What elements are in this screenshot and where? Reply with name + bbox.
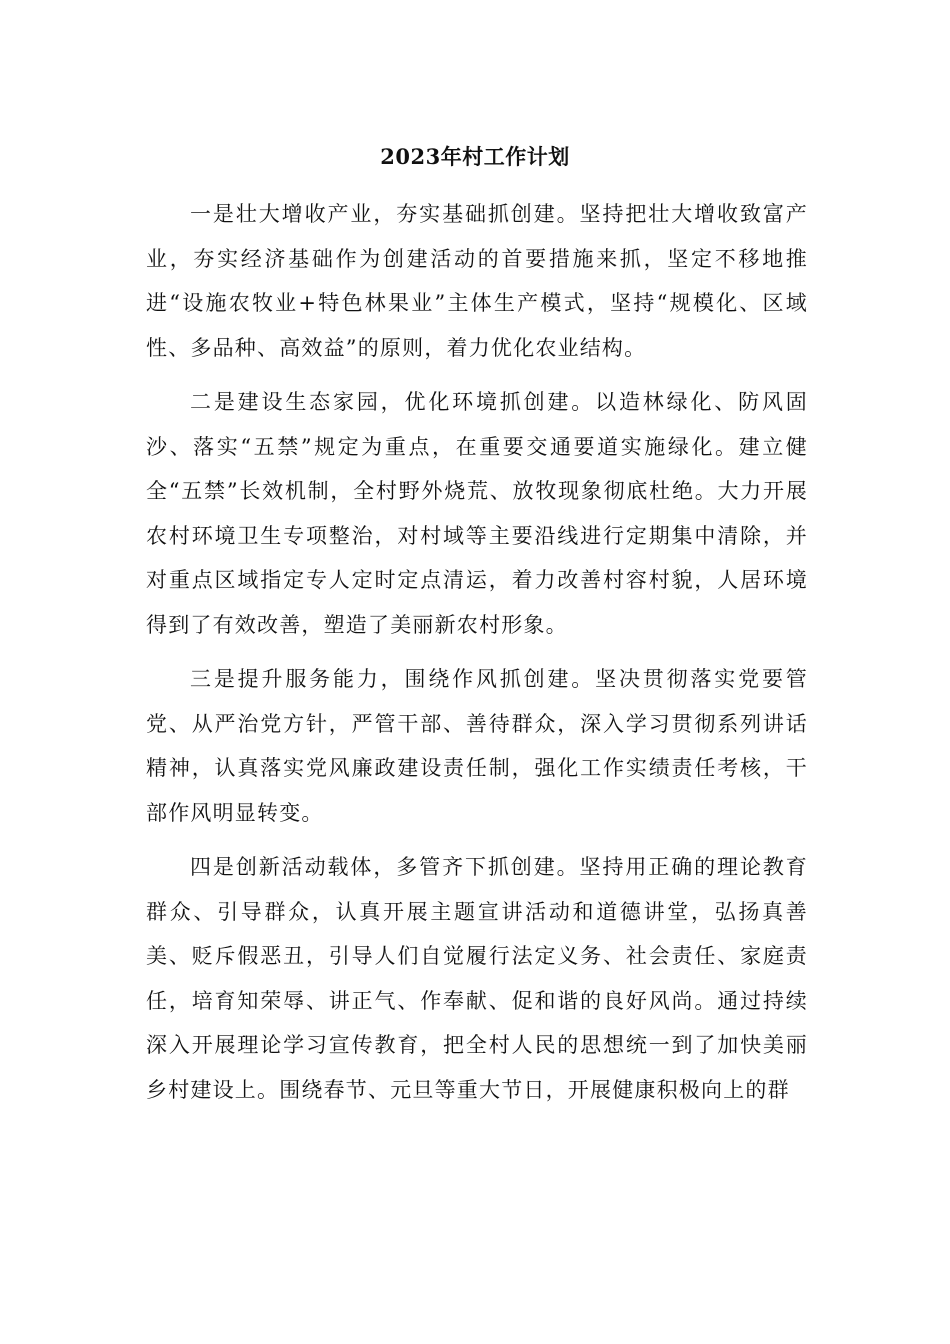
- paragraph-4: 四是创新活动载体，多管齐下抓创建。坚持用正确的理论教育群众、引导群众，认真开展主题宣讲活动和道德讲堂，弘扬真善美、贬斥假恶丑，引导人们自觉履行法定义务、社会责任、家庭责任，培育知荣辱、讲正气、作奉献、促和谐的良好风尚。通过持续深入开展理论学习宣传教育，把全村人民的思想统一到了加快美丽乡村建设上。围绕春节、元旦等重大节日，开展健康积极向上的群: [146, 855, 808, 1102]
- document-body: [146, 192, 808, 1122]
- paragraph-3: 三是提升服务能力，围绕作风抓创建。坚决贯彻落实党要管党、从严治党方针，严管干部、善待群众，深入学习贯彻系列讲话精神，认真落实党风廉政建设责任制，强化工作实绩责任考核，干部作风明显转变。: [146, 667, 808, 825]
- document-title: 2023年村工作计划: [380, 144, 570, 169]
- paragraph-2: 二是建设生态家园，优化环境抓创建。以造林绿化、防风固沙、落实“五禁”规定为重点，在重要交通要道实施绿化。建立健全“五禁”长效机制，全村野外烧荒、放牧现象彻底杜绝。大力开展农村环境卫生专项整治，对村域等主要沿线进行定期集中清除，并对重点区域指定专人定时定点清运，着力改善村容村貌，人居环境得到了有效改善，塑造了美丽新农村形象。: [146, 390, 808, 637]
- paragraph-1: 一是壮大增收产业，夯实基础抓创建。坚持把壮大增收致富产业，夯实经济基础作为创建活动的首要措施来抓，坚定不移地推进“设施农牧业+特色林果业”主体生产模式，坚持“规模化、区域性、多品种、高效益”的原则，着力优化农业结构。: [146, 202, 808, 360]
